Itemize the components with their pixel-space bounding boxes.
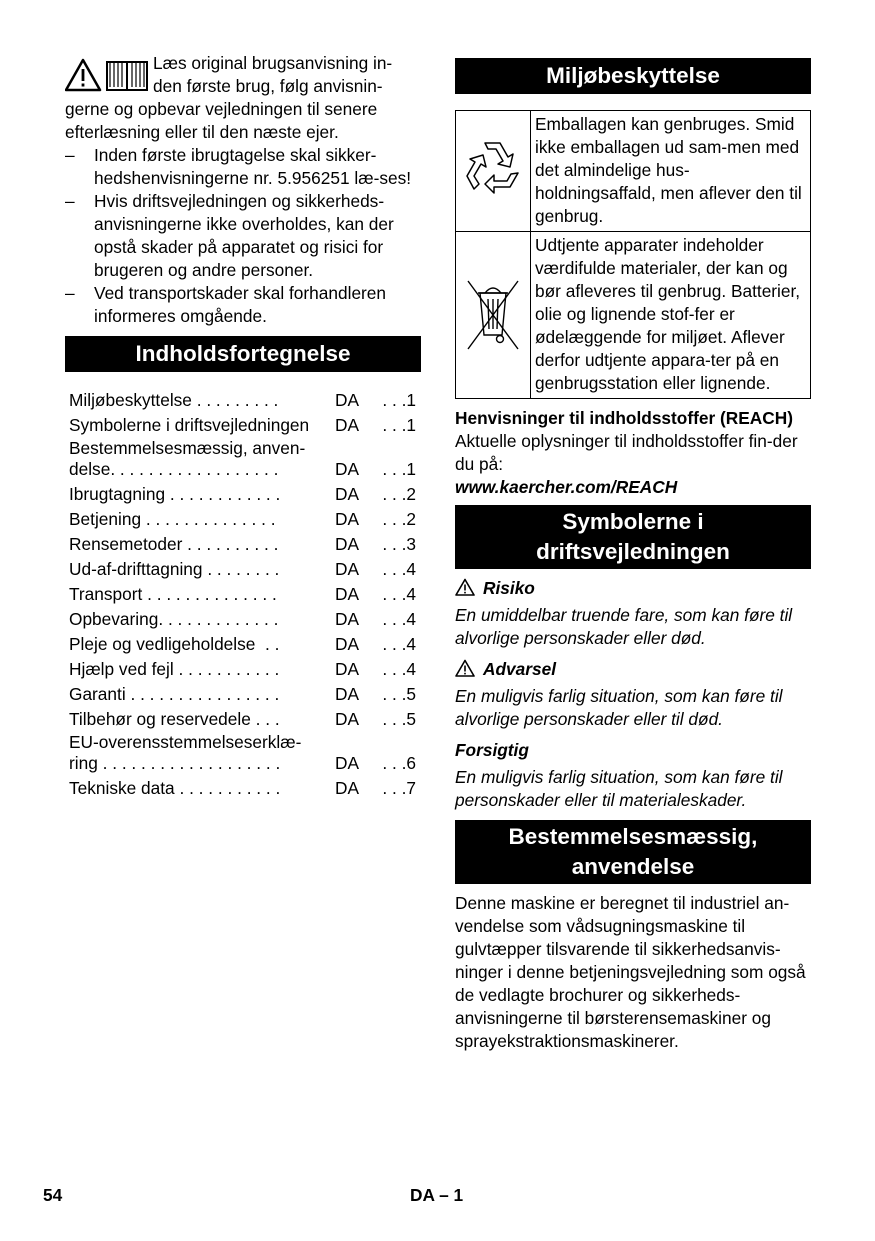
toc-leader-dots: . . . . . . . . . . . . bbox=[165, 484, 281, 504]
usage-text: Denne maskine er beregnet til industriel an-vendelse som vådsugningsmaskine til gulvtæpper tilsvarende til sikkerhedsanvis-ninger i denne betjeningsvejledning som også de vedlagte brochurer og sikkerheds-anvisningerne til børsterensemaskiner og sprayekstraktionsmaskinerer. bbox=[455, 893, 806, 1051]
toc-leader-dots: . . . . . . . . . . . . . . . . bbox=[125, 684, 280, 704]
toc-entry-lang: DA bbox=[335, 753, 360, 773]
toc-title-text: Garanti bbox=[69, 684, 126, 704]
toc-entry[interactable] bbox=[69, 657, 421, 682]
env-text-cell: Udtjente apparater indeholder værdifulde materialer, der kan og bør afleveres til genbrug. Batterier, olie og lignende stof-fer er ødelæggende for miljøet. Aflever derfor udtjente appara-ter på en genbrugsstation eller lignende. bbox=[531, 232, 811, 399]
toc-entry-lang: DA bbox=[335, 609, 360, 629]
reach-link[interactable]: www.kaercher.com/REACH bbox=[455, 477, 678, 497]
env-heading: Miljøbeskyttelse bbox=[455, 58, 811, 94]
intro-line: gerne og opbevar vejledningen til senere bbox=[65, 99, 378, 119]
usage-heading-line: Bestemmelsesmæssig, bbox=[508, 824, 758, 849]
reach-text: Aktuelle oplysninger til indholdsstoffer fin-der du på: bbox=[455, 431, 798, 474]
env-icon-cell bbox=[456, 111, 531, 232]
toc-entry-page: . . .2 bbox=[382, 484, 416, 504]
toc-entry-page: . . .5 bbox=[382, 684, 416, 704]
warning-icon bbox=[455, 578, 475, 596]
toc-title-text: Opbevaring bbox=[69, 609, 159, 629]
toc-leader-dots: . . . . . . . . . . bbox=[182, 534, 279, 554]
list-item: – Ved transportskader skal forhandleren informeres omgående. bbox=[65, 282, 421, 328]
toc-entry[interactable] bbox=[69, 438, 421, 482]
toc-title-text: Hjælp ved fejl bbox=[69, 659, 174, 679]
list-item: – Hvis driftsvejledningen og sikkerheds-anvisningerne ikke overholdes, kan der opstå skader på apparatet og risici for brugeren og andre personer. bbox=[65, 190, 421, 282]
toc-entry-title bbox=[69, 776, 329, 801]
toc-entry-lang: DA bbox=[335, 534, 360, 554]
toc-entry-lang: DA bbox=[335, 584, 360, 604]
page-number: 54 bbox=[43, 1185, 63, 1205]
env-icon-cell bbox=[456, 232, 531, 399]
advarsel-text: En muligvis farlig situation, som kan føre til alvorlige personskader eller til død. bbox=[455, 686, 783, 729]
toc-entry-page: . . .1 bbox=[382, 459, 416, 479]
warning-icon bbox=[455, 659, 475, 677]
footer-label: DA – 1 bbox=[410, 1185, 464, 1205]
toc-entry-page: . . .5 bbox=[382, 709, 416, 729]
toc-entry-title bbox=[69, 507, 329, 532]
intro-line: efterlæsning eller til den næste ejer. bbox=[65, 122, 339, 142]
toc-entry-title bbox=[69, 582, 329, 607]
toc-leader-dots: . . . . . . . . . . . . . . . . . . . bbox=[97, 753, 281, 773]
toc-title-text: Tekniske data bbox=[69, 778, 175, 798]
toc-entry-lang: DA bbox=[335, 778, 360, 798]
toc-entry-page: . . .4 bbox=[382, 584, 416, 604]
intro-line: den første brug, følg anvisnin- bbox=[153, 76, 383, 96]
right-column bbox=[455, 52, 811, 1053]
toc-entry-lang: DA bbox=[335, 659, 360, 679]
toc-entry-title bbox=[69, 557, 329, 582]
toc-title-text: Ud-af-drifttagning bbox=[69, 559, 203, 579]
symbols-heading-line: driftsvejledningen bbox=[536, 539, 730, 564]
toc-leader-dots: . . . . . . . . bbox=[202, 559, 280, 579]
toc-entry-lang: DA bbox=[335, 459, 360, 479]
toc-entry-title bbox=[69, 532, 329, 557]
table-of-contents bbox=[65, 388, 421, 801]
toc-entry[interactable] bbox=[69, 607, 421, 632]
reach-section bbox=[455, 407, 811, 499]
toc-leader-dots: . . . . . . . . . bbox=[191, 390, 279, 410]
toc-entry-title bbox=[69, 657, 329, 682]
table-row bbox=[456, 111, 811, 232]
intro-section bbox=[65, 52, 421, 328]
toc-heading: Indholdsfortegnelse bbox=[65, 336, 421, 372]
toc-entry-page: . . .6 bbox=[382, 753, 416, 773]
reach-heading: Henvisninger til indholdsstoffer (REACH) bbox=[455, 408, 793, 428]
toc-entry-page: . . .7 bbox=[382, 778, 416, 798]
toc-title-text: Betjening bbox=[69, 509, 142, 529]
toc-entry-lang: DA bbox=[335, 415, 360, 435]
toc-title-text: Symbolerne i driftsvejledningen bbox=[69, 415, 310, 435]
recycling-icon bbox=[458, 133, 528, 203]
toc-title-text: Rensemetoder bbox=[69, 534, 183, 554]
intro-bullet-list bbox=[65, 144, 421, 328]
risk-label: Risiko bbox=[483, 578, 535, 598]
forsigtig-text: En muligvis farlig situation, som kan føre til personskader eller til materialeskader. bbox=[455, 767, 783, 810]
toc-leader-dots: . . . bbox=[250, 709, 280, 729]
toc-entry-title bbox=[69, 413, 329, 438]
usage-heading bbox=[455, 820, 811, 884]
toc-entry[interactable] bbox=[69, 413, 421, 438]
toc-entry[interactable] bbox=[69, 682, 421, 707]
toc-entry[interactable] bbox=[69, 507, 421, 532]
toc-entry-lang: DA bbox=[335, 484, 360, 504]
crossed-bin-icon bbox=[458, 267, 528, 357]
left-column bbox=[65, 52, 421, 801]
toc-entry-title bbox=[69, 607, 329, 632]
toc-entry-title bbox=[69, 732, 329, 774]
risk-text: En umiddelbar truende fare, som kan føre til alvorlige personskader eller død. bbox=[455, 605, 793, 648]
warning-manual-icon bbox=[65, 58, 149, 92]
advarsel-label: Advarsel bbox=[483, 659, 557, 679]
toc-entry-title bbox=[69, 388, 329, 413]
toc-leader-dots: . . . . . . . . . . . . . . . . . . bbox=[110, 459, 279, 479]
toc-entry-page: . . .1 bbox=[382, 415, 416, 435]
toc-entry[interactable] bbox=[69, 707, 421, 732]
env-table bbox=[455, 110, 811, 399]
toc-entry-page: . . .4 bbox=[382, 634, 416, 654]
toc-entry-page: . . .1 bbox=[382, 390, 416, 410]
intro-line: Læs original brugsanvisning in- bbox=[153, 53, 393, 73]
toc-leader-dots: . . . . . . . . . . . . . bbox=[158, 609, 279, 629]
env-text-cell: Emballagen kan genbruges. Smid ikke emballagen ud sam-men med det almindelige hus-holdningsaffald, men aflever den til genbrug. bbox=[531, 111, 811, 232]
toc-entry[interactable] bbox=[69, 557, 421, 582]
toc-title-text: Ibrugtagning bbox=[69, 484, 166, 504]
toc-title-text: Transport bbox=[69, 584, 143, 604]
toc-entry-lang: DA bbox=[335, 709, 360, 729]
toc-entry[interactable] bbox=[69, 632, 421, 657]
toc-entry-page: . . .4 bbox=[382, 609, 416, 629]
forsigtig-label: Forsigtig bbox=[455, 740, 529, 760]
toc-entry[interactable] bbox=[69, 482, 421, 507]
toc-title-text: Tilbehør og reservedele bbox=[69, 709, 251, 729]
risk-label-row bbox=[455, 577, 811, 600]
toc-entry-lang: DA bbox=[335, 390, 360, 410]
advarsel-label-row bbox=[455, 658, 811, 681]
toc-leader-dots: . . bbox=[255, 634, 280, 654]
toc-entry-title bbox=[69, 438, 329, 480]
symbols-section bbox=[455, 577, 811, 812]
toc-title-text: Miljøbeskyttelse bbox=[69, 390, 192, 410]
toc-entry[interactable] bbox=[69, 388, 421, 413]
toc-entry-page: . . .4 bbox=[382, 659, 416, 679]
toc-leader-dots: . . . . . . . . . . . bbox=[173, 659, 280, 679]
toc-entry-title bbox=[69, 682, 329, 707]
toc-entry-title bbox=[69, 632, 329, 657]
toc-title-text: EU-overensstemmelseserklæ- bbox=[69, 732, 302, 752]
symbols-heading-line: Symbolerne i bbox=[562, 509, 704, 534]
table-row bbox=[456, 232, 811, 399]
symbols-heading bbox=[455, 505, 811, 569]
toc-entry-title bbox=[69, 482, 329, 507]
toc-leader-dots: . . . . . . . . . . . . . . bbox=[141, 509, 276, 529]
toc-entry-lang: DA bbox=[335, 559, 360, 579]
toc-entry-page: . . .2 bbox=[382, 509, 416, 529]
toc-entry-page: . . .4 bbox=[382, 559, 416, 579]
toc-entry-lang: DA bbox=[335, 634, 360, 654]
toc-entry-lang: DA bbox=[335, 509, 360, 529]
usage-heading-line: anvendelse bbox=[571, 854, 695, 879]
toc-title-text: Bestemmelsesmæssig, anven- bbox=[69, 438, 306, 458]
list-item: – Inden første ibrugtagelse skal sikker-hedshenvisningerne nr. 5.956251 læ-ses! bbox=[65, 144, 421, 190]
toc-title-text: ring bbox=[69, 753, 98, 773]
toc-entry[interactable] bbox=[69, 532, 421, 557]
toc-entry-title bbox=[69, 707, 329, 732]
toc-entry-page: . . .3 bbox=[382, 534, 416, 554]
toc-entry-lang: DA bbox=[335, 684, 360, 704]
intro-icons bbox=[65, 52, 151, 96]
toc-entry[interactable] bbox=[69, 582, 421, 607]
toc-leader-dots: . . . . . . . . . . . bbox=[174, 778, 281, 798]
toc-entry[interactable] bbox=[69, 776, 421, 801]
toc-title-text: Pleje og vedligeholdelse bbox=[69, 634, 256, 654]
toc-entry[interactable] bbox=[69, 732, 421, 776]
toc-leader-dots: . . . . . . . . . . . . . . bbox=[142, 584, 277, 604]
toc-title-text: delse bbox=[69, 459, 111, 479]
